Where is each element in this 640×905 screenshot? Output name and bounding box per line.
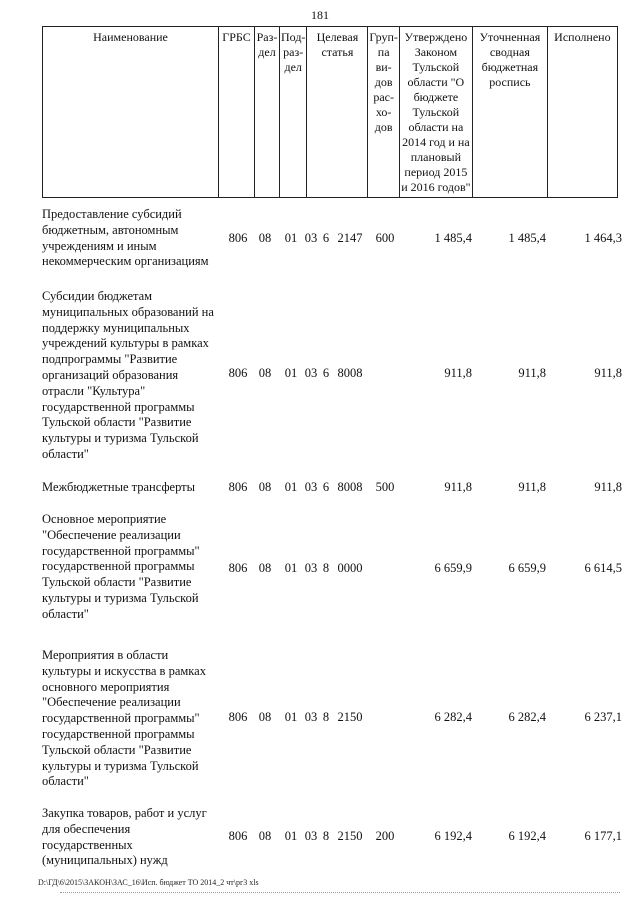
row-name: Мероприятия в области культуры и искусства в рамках основного мероприятия "Обеспечение реализации государственной программы" государственной программы Тульской области "Развитие культуры и туризма Тульской области" — [42, 648, 206, 789]
row-podrazdel: 01 — [284, 710, 298, 724]
row-razdel: 08 — [258, 710, 272, 724]
row-executed: 6 614,5 — [584, 561, 622, 575]
row-target-direction: 2150 — [337, 829, 363, 843]
row-name: Субсидии бюджетам муниципальных образований на поддержку муниципальных учреждений культуры в рамках подпрограммы "Развитие организаций образования отрасли "Культура" государственной программы Тульской области "Развитие культуры и туризма Тульской области" — [42, 289, 214, 461]
row-name: Предоставление субсидий бюджетным, автономным учреждениям и иным некоммерческим организациям — [42, 207, 209, 269]
row-podrazdel: 01 — [284, 231, 298, 245]
header-refined: Уточненная сводная бюджетная роспись — [472, 27, 547, 198]
row-grbs: 806 — [228, 231, 248, 245]
table-header — [42, 26, 618, 198]
row-target-program: 03 — [304, 829, 318, 843]
row-approved: 911,8 — [444, 366, 472, 380]
row-name: Закупка товаров, работ и услуг для обеспечения государственных (муниципальных) нужд — [42, 806, 207, 868]
row-target-program: 03 — [304, 231, 318, 245]
header-podrazdel: Под-раз-дел — [280, 27, 307, 198]
row-target-program: 03 — [304, 366, 318, 380]
row-executed: 911,8 — [594, 366, 622, 380]
row-target-subprogram: 6 — [322, 231, 330, 245]
row-grbs: 806 — [228, 480, 248, 494]
header-name: Наименование — [43, 27, 219, 198]
row-podrazdel: 01 — [284, 480, 298, 494]
row-expense-group: 500 — [375, 480, 395, 494]
row-executed: 911,8 — [594, 480, 622, 494]
row-approved: 6 282,4 — [434, 710, 472, 724]
row-target-subprogram: 8 — [322, 829, 330, 843]
row-target-direction: 2150 — [337, 710, 363, 724]
row-target-direction: 2147 — [337, 231, 363, 245]
row-grbs: 806 — [228, 366, 248, 380]
row-razdel: 08 — [258, 366, 272, 380]
row-razdel: 08 — [258, 561, 272, 575]
row-approved: 911,8 — [444, 480, 472, 494]
header-target-item: Целевая статья — [307, 27, 368, 198]
header-razdel: Раз-дел — [255, 27, 280, 198]
header-executed: Исполнено — [547, 27, 617, 198]
row-refined: 911,8 — [518, 366, 546, 380]
header-grbs: ГРБС — [219, 27, 255, 198]
row-razdel: 08 — [258, 829, 272, 843]
bottom-divider — [60, 892, 620, 893]
row-target-program: 03 — [304, 710, 318, 724]
row-target-direction: 8008 — [337, 480, 363, 494]
row-grbs: 806 — [228, 829, 248, 843]
row-target-direction: 0000 — [337, 561, 363, 575]
row-target-subprogram: 8 — [322, 710, 330, 724]
file-path-footer: D:\ГД\6\2015\ЗАКОН\ЗАС_16\Исп. бюджет ТО 2014_2 чт\рг3 xls — [38, 878, 259, 887]
row-refined: 6 282,4 — [508, 710, 546, 724]
row-razdel: 08 — [258, 231, 272, 245]
page-number: 181 — [311, 8, 329, 22]
row-expense-group: 200 — [375, 829, 395, 843]
header-approved: Утверждено Законом Тульской области "О бюджете Тульской области на 2014 год и на плановый период 2015 и 2016 годов" — [399, 27, 472, 198]
row-approved: 1 485,4 — [434, 231, 472, 245]
row-grbs: 806 — [228, 710, 248, 724]
row-refined: 6 659,9 — [508, 561, 546, 575]
row-approved: 6 192,4 — [434, 829, 472, 843]
row-refined: 1 485,4 — [508, 231, 546, 245]
row-podrazdel: 01 — [284, 561, 298, 575]
row-target-subprogram: 8 — [322, 561, 330, 575]
row-podrazdel: 01 — [284, 829, 298, 843]
row-expense-group: 600 — [375, 231, 395, 245]
row-target-program: 03 — [304, 480, 318, 494]
row-refined: 6 192,4 — [508, 829, 546, 843]
row-target-subprogram: 6 — [322, 480, 330, 494]
header-expense-group: Груп-па ви-дов рас-хо-дов — [368, 27, 399, 198]
row-target-program: 03 — [304, 561, 318, 575]
row-target-direction: 8008 — [337, 366, 363, 380]
row-executed: 6 237,1 — [584, 710, 622, 724]
row-razdel: 08 — [258, 480, 272, 494]
row-target-subprogram: 6 — [322, 366, 330, 380]
row-name: Основное мероприятие "Обеспечение реализации государственной программы" государственной программы Тульской области "Развитие культуры и туризма Тульской области" — [42, 512, 200, 621]
row-executed: 1 464,3 — [584, 231, 622, 245]
row-name: Межбюджетные трансферты — [42, 480, 196, 494]
row-refined: 911,8 — [518, 480, 546, 494]
row-executed: 6 177,1 — [584, 829, 622, 843]
row-approved: 6 659,9 — [434, 561, 472, 575]
row-podrazdel: 01 — [284, 366, 298, 380]
row-grbs: 806 — [228, 561, 248, 575]
